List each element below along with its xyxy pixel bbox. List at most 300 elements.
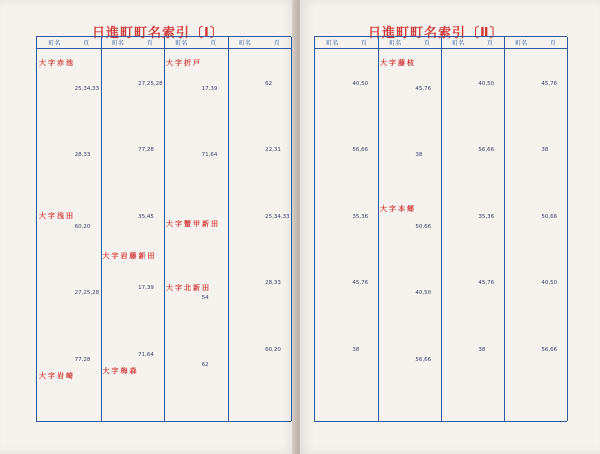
page-ref xyxy=(138,329,164,336)
town-name xyxy=(37,71,75,78)
index-row xyxy=(37,349,101,356)
town-name xyxy=(441,406,478,413)
town-name xyxy=(315,73,352,80)
page-ref xyxy=(478,310,504,317)
town-name xyxy=(101,394,139,401)
page-ref xyxy=(541,273,567,280)
index-row xyxy=(37,298,101,305)
page-ref xyxy=(265,406,291,413)
page-ref xyxy=(75,413,101,420)
page-ref xyxy=(478,258,504,265)
page-ref xyxy=(265,154,291,161)
index-column xyxy=(504,37,568,421)
page-ref xyxy=(202,413,228,420)
index-table-right xyxy=(314,36,567,422)
town-name xyxy=(378,238,415,245)
index-row xyxy=(504,51,567,58)
page-ref xyxy=(352,125,378,132)
town-name xyxy=(504,317,541,324)
index-row xyxy=(504,273,567,280)
index-row xyxy=(228,184,292,191)
index-row xyxy=(164,167,228,174)
index-row xyxy=(378,108,441,115)
town-name xyxy=(164,246,202,253)
index-row xyxy=(228,154,292,161)
town-name xyxy=(504,354,541,361)
page-ref xyxy=(202,347,228,354)
index-row xyxy=(164,413,228,420)
town-name xyxy=(504,177,541,184)
page-ref xyxy=(138,125,164,132)
town-name xyxy=(37,384,75,391)
column-header xyxy=(378,37,441,49)
index-row xyxy=(37,238,101,245)
town-name xyxy=(315,228,352,235)
index-column xyxy=(315,37,379,421)
page-ref xyxy=(202,145,228,152)
index-row xyxy=(228,295,292,302)
index-row xyxy=(37,167,101,174)
right-page xyxy=(300,0,600,454)
town-name xyxy=(164,376,202,383)
page-ref xyxy=(541,384,567,391)
page-ref: 38 xyxy=(478,346,486,353)
index-row xyxy=(164,253,228,260)
index-row xyxy=(504,214,567,221)
town-name xyxy=(378,86,415,93)
page-ref xyxy=(265,243,291,250)
index-row xyxy=(101,337,165,344)
section-heading: 大字北新田 xyxy=(166,283,211,292)
town-name xyxy=(164,123,202,130)
index-row xyxy=(101,408,165,415)
town-name xyxy=(441,221,478,228)
section-heading: 大字本郷 xyxy=(380,204,416,213)
page-ref xyxy=(75,174,101,181)
town-name xyxy=(228,369,266,376)
page-ref xyxy=(75,406,101,413)
index-row xyxy=(315,258,378,265)
page-ref xyxy=(352,221,378,228)
town-name xyxy=(441,177,478,184)
page-ref: 25,34,33 xyxy=(74,85,100,92)
town-name xyxy=(101,344,139,351)
page-ref xyxy=(265,354,291,361)
page-ref: 45,76 xyxy=(478,280,495,287)
town-name xyxy=(37,167,75,174)
town-name xyxy=(101,285,139,292)
index-row xyxy=(37,189,101,196)
page-ref xyxy=(75,312,101,319)
page-ref xyxy=(75,334,101,341)
town-name xyxy=(37,152,75,159)
town-name xyxy=(164,332,202,339)
page-ref xyxy=(75,167,101,174)
town-name xyxy=(441,118,478,125)
page-ref xyxy=(415,386,441,393)
page-ref xyxy=(415,364,441,371)
page-ref xyxy=(415,182,441,189)
index-row xyxy=(504,140,567,147)
index-row xyxy=(37,196,101,203)
index-row xyxy=(164,261,228,268)
index-row xyxy=(504,361,567,368)
index-row xyxy=(315,140,378,147)
town-name xyxy=(228,177,266,184)
town-name xyxy=(164,384,202,391)
page-ref xyxy=(478,95,504,102)
page-ref xyxy=(75,196,101,203)
town-name xyxy=(101,408,139,415)
page-ref xyxy=(541,391,567,398)
town-name xyxy=(441,339,478,346)
town-name xyxy=(378,408,415,415)
page-ref xyxy=(478,302,504,309)
town-name xyxy=(164,145,202,152)
page-ref xyxy=(75,364,101,371)
town-name xyxy=(228,339,266,346)
index-row xyxy=(378,305,441,312)
page-ref xyxy=(415,130,441,137)
town-name xyxy=(441,347,478,354)
index-row xyxy=(315,251,378,258)
page-ref xyxy=(478,125,504,132)
town-name xyxy=(101,103,139,110)
index-row xyxy=(164,108,228,115)
town-name xyxy=(37,108,75,115)
column-header-name: 町名 xyxy=(515,40,528,47)
index-row xyxy=(228,236,292,243)
page-ref xyxy=(415,100,441,107)
town-name xyxy=(441,302,478,309)
page-ref xyxy=(352,258,378,265)
town-name xyxy=(504,376,541,383)
index-row xyxy=(101,285,165,292)
index-row xyxy=(164,310,228,317)
town-name xyxy=(37,51,75,58)
page-ref xyxy=(478,221,504,228)
index-row xyxy=(228,288,292,295)
index-row xyxy=(378,408,441,415)
index-row xyxy=(37,327,101,334)
page-ref xyxy=(541,376,567,383)
town-name xyxy=(378,130,415,137)
page-ref: 40,50 xyxy=(352,80,369,87)
index-row xyxy=(37,100,101,107)
page-ref xyxy=(265,339,291,346)
index-row xyxy=(101,169,165,176)
town-name xyxy=(164,317,202,324)
town-name xyxy=(441,391,478,398)
town-name xyxy=(504,162,541,169)
page-ref xyxy=(352,251,378,258)
page-ref xyxy=(265,199,291,206)
town-name xyxy=(315,58,352,65)
page-ref: 17,39 xyxy=(201,85,218,92)
town-name xyxy=(101,199,139,206)
page-ref xyxy=(138,315,164,322)
index-row xyxy=(378,371,441,378)
page-title-right: 日進町町名索引〔Ⅱ〕 xyxy=(368,26,504,41)
town-name xyxy=(441,258,478,265)
page-ref xyxy=(265,391,291,398)
page-ref xyxy=(138,58,164,65)
town-name xyxy=(37,268,75,275)
town-name xyxy=(504,184,541,191)
town-name xyxy=(228,191,266,198)
town-name xyxy=(378,78,415,85)
index-row xyxy=(101,199,165,206)
page-ref xyxy=(415,108,441,115)
page-ref xyxy=(265,140,291,147)
page-title-left: 日進町町名索引〔Ⅰ〕 xyxy=(92,26,224,41)
index-row xyxy=(37,159,101,166)
town-name xyxy=(504,302,541,309)
index-row xyxy=(504,236,567,243)
town-name xyxy=(228,280,266,287)
index-row xyxy=(441,295,504,302)
index-row xyxy=(315,132,378,139)
page-ref xyxy=(265,66,291,73)
index-row xyxy=(228,332,292,339)
index-row xyxy=(441,273,504,280)
town-name xyxy=(441,228,478,235)
column-header xyxy=(441,37,504,49)
index-row xyxy=(504,280,567,287)
index-row xyxy=(504,125,567,132)
page-ref xyxy=(265,103,291,110)
town-name xyxy=(164,167,202,174)
page-ref xyxy=(75,108,101,115)
town-name xyxy=(164,261,202,268)
town-name xyxy=(164,347,202,354)
town-name xyxy=(37,305,75,312)
town-name xyxy=(164,413,202,420)
page-ref: 40,50 xyxy=(478,80,495,87)
page-ref xyxy=(478,332,504,339)
page-ref xyxy=(415,167,441,174)
town-name xyxy=(378,416,415,423)
index-row xyxy=(101,322,165,329)
page-ref xyxy=(352,132,378,139)
section-heading: 大字赤池 xyxy=(39,59,75,68)
town-name xyxy=(378,51,415,58)
index-row xyxy=(164,384,228,391)
page-ref xyxy=(75,159,101,166)
index-row xyxy=(315,302,378,309)
index-row xyxy=(441,221,504,228)
index-row xyxy=(37,268,101,275)
index-row xyxy=(504,369,567,376)
index-row xyxy=(441,376,504,383)
page-ref xyxy=(202,406,228,413)
town-name xyxy=(228,154,266,161)
town-name xyxy=(164,196,202,203)
town-name xyxy=(504,324,541,331)
page-ref xyxy=(138,243,164,250)
town-name xyxy=(37,320,75,327)
page-ref xyxy=(202,182,228,189)
town-name xyxy=(37,364,75,371)
page-ref xyxy=(75,298,101,305)
page-ref: 38 xyxy=(541,147,549,154)
index-row xyxy=(441,265,504,272)
column-header-page: 頁 xyxy=(549,40,556,47)
page-ref xyxy=(541,154,567,161)
page-ref xyxy=(202,51,228,58)
town-name xyxy=(504,81,541,88)
index-row xyxy=(378,283,441,290)
index-row xyxy=(164,78,228,85)
index-row xyxy=(101,73,165,80)
index-row xyxy=(504,332,567,339)
page-ref xyxy=(541,354,567,361)
town-name xyxy=(378,137,415,144)
page-ref xyxy=(478,58,504,65)
page-ref xyxy=(541,110,567,117)
index-row xyxy=(315,332,378,339)
town-name xyxy=(441,384,478,391)
town-name xyxy=(164,275,202,282)
index-row xyxy=(37,253,101,260)
page-ref xyxy=(75,78,101,85)
index-row xyxy=(228,310,292,317)
index-row xyxy=(441,95,504,102)
index-row xyxy=(441,310,504,317)
page-ref xyxy=(352,66,378,73)
page-ref xyxy=(75,283,101,290)
town-name xyxy=(164,238,202,245)
town-name xyxy=(378,283,415,290)
town-name xyxy=(441,206,478,213)
index-row xyxy=(101,344,165,351)
index-row xyxy=(228,376,292,383)
index-row xyxy=(504,95,567,102)
index-row xyxy=(164,406,228,413)
index-row xyxy=(441,162,504,169)
index-row xyxy=(504,265,567,272)
page-ref xyxy=(138,66,164,73)
town-name xyxy=(228,66,266,73)
page-ref xyxy=(478,132,504,139)
column-header-page: 頁 xyxy=(486,40,493,47)
section-heading: 大字折戸 xyxy=(166,59,202,68)
index-row xyxy=(504,243,567,250)
town-name xyxy=(164,189,202,196)
index-row xyxy=(441,280,504,287)
index-row xyxy=(441,236,504,243)
index-row xyxy=(228,251,292,258)
page-ref xyxy=(541,369,567,376)
town-name xyxy=(37,204,75,211)
page-ref xyxy=(415,145,441,152)
town-name xyxy=(228,317,266,324)
index-row xyxy=(37,421,101,428)
page-ref xyxy=(478,154,504,161)
index-row xyxy=(504,184,567,191)
town-name xyxy=(228,332,266,339)
town-name xyxy=(315,118,352,125)
page-ref xyxy=(75,51,101,58)
page-ref xyxy=(75,261,101,268)
page-ref xyxy=(138,51,164,58)
town-name xyxy=(441,199,478,206)
page-ref xyxy=(478,51,504,58)
town-name xyxy=(228,118,266,125)
index-row xyxy=(441,199,504,206)
town-name xyxy=(504,214,541,221)
town-name xyxy=(441,273,478,280)
index-row xyxy=(228,206,292,213)
town-name xyxy=(228,162,266,169)
page-ref xyxy=(138,401,164,408)
column-header xyxy=(164,37,228,49)
page-ref: 56,66 xyxy=(478,147,495,154)
town-name xyxy=(315,369,352,376)
page-ref xyxy=(138,263,164,270)
page-ref xyxy=(352,154,378,161)
town-name xyxy=(504,347,541,354)
index-row xyxy=(101,147,165,154)
index-row xyxy=(315,273,378,280)
index-row xyxy=(315,184,378,191)
index-row xyxy=(504,354,567,361)
index-row xyxy=(164,145,228,152)
index-row xyxy=(37,145,101,152)
page-ref xyxy=(478,361,504,368)
town-name xyxy=(504,288,541,295)
page-ref xyxy=(202,123,228,130)
town-name xyxy=(228,140,266,147)
index-row xyxy=(504,110,567,117)
town-name xyxy=(101,278,139,285)
column-header-name: 町名 xyxy=(389,40,402,47)
town-name xyxy=(101,95,139,102)
page-ref xyxy=(415,261,441,268)
index-row xyxy=(441,206,504,213)
index-row xyxy=(37,391,101,398)
index-row xyxy=(315,221,378,228)
index-row xyxy=(37,152,101,159)
page-ref: 56,66 xyxy=(415,356,432,363)
index-row xyxy=(164,399,228,406)
town-name xyxy=(37,224,75,231)
page-ref xyxy=(478,191,504,198)
page-ref xyxy=(415,298,441,305)
town-name xyxy=(101,293,139,300)
town-name xyxy=(164,340,202,347)
page-ref xyxy=(352,243,378,250)
page-ref: 45,76 xyxy=(415,85,432,92)
index-column xyxy=(101,37,166,421)
index-row xyxy=(228,406,292,413)
index-row xyxy=(37,406,101,413)
page-ref xyxy=(202,268,228,275)
page-ref xyxy=(202,93,228,100)
town-name xyxy=(37,231,75,238)
index-row xyxy=(315,324,378,331)
town-name xyxy=(228,221,266,228)
index-row xyxy=(101,154,165,161)
index-row xyxy=(441,132,504,139)
page-ref xyxy=(75,384,101,391)
town-name xyxy=(441,66,478,73)
page-ref xyxy=(415,379,441,386)
index-row xyxy=(228,169,292,176)
index-row xyxy=(441,88,504,95)
town-name xyxy=(378,71,415,78)
index-row xyxy=(37,312,101,319)
